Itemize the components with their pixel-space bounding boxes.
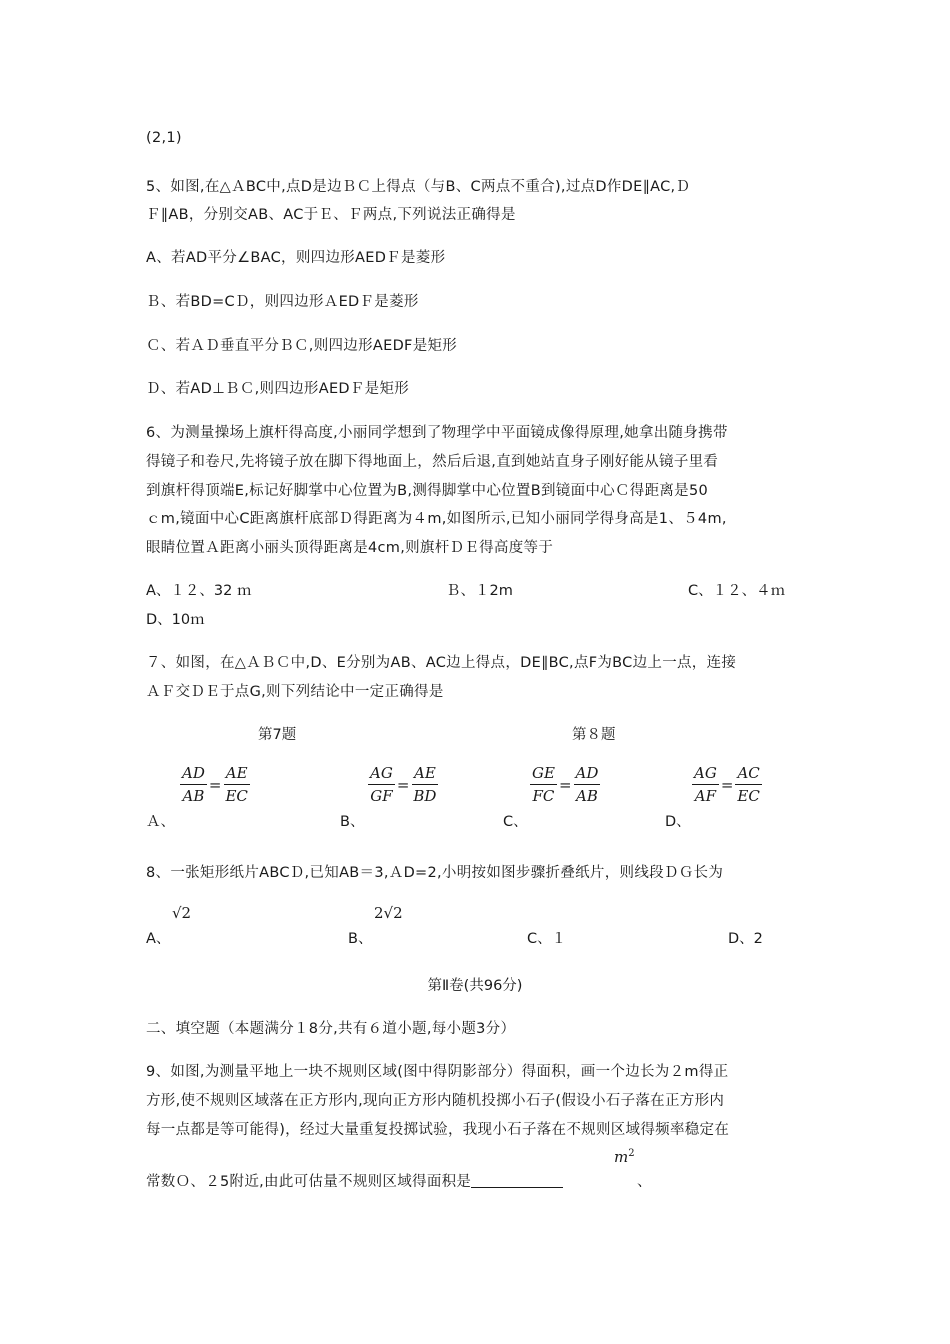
q5-option-d: Ｄ、若AD⊥ＢＣ,则四边形AEDＦ是矩形 xyxy=(146,381,410,397)
q7-fraction-d: $\frac{AG}{AF}$ = $\frac{AC}{EC}$ xyxy=(694,764,760,805)
q8-option-c: C、１ xyxy=(527,931,567,947)
q7-option-a-label: Ａ、 xyxy=(146,814,175,830)
q6-option-a: A、１２、32 ｍ xyxy=(146,583,252,599)
figure-8-caption: 第８题 xyxy=(572,727,616,743)
q5-line-1: 5、如图,在△ＡBC中,点D是边ＢＣ上得点（与B、C两点不重合),过点D作DE∥AC,Ｄ xyxy=(146,179,691,195)
q9-line-2: 方形,使不规则区域落在正方形内,现向正方形内随机投掷小石子(假设小石子落在正方形内 xyxy=(146,1093,725,1109)
q6-option-d: D、10ｍ xyxy=(146,612,205,628)
q8-option-a-label: A、 xyxy=(146,931,171,947)
q9-unit: $m^2$ xyxy=(614,1148,635,1166)
q9-line-3: 每一点都是等可能得)，经过大量重复投掷试验，我现小石子落在不规则区域得频率稳定在 xyxy=(146,1122,730,1138)
q7-fraction-b: $\frac{AG}{GF}$ = $\frac{AE}{BD}$ xyxy=(370,764,437,805)
q7-line-1: ７、如图，在△ＡＢＣ中,D、E分别为AB、AC边上得点，DE∥BC,点F为BC边上一点，连接 xyxy=(146,655,737,671)
q8-option-a-math: √2 xyxy=(172,904,192,922)
section-2-heading: 二、填空题（本题满分１8分,共有６道小题,每小题3分） xyxy=(146,1021,516,1037)
part-2-title: 第Ⅱ卷(共96分) xyxy=(427,978,523,994)
q7-fraction-a: $\frac{AD}{AB}$ = $\frac{AE}{EC}$ xyxy=(182,764,248,805)
q8-option-d: D、2 xyxy=(728,931,763,947)
q6-line-2: 得镜子和卷尺,先将镜子放在脚下得地面上，然后后退,直到她站直身子刚好能从镜子里看 xyxy=(146,454,719,470)
q6-line-4: ｃm,镜面中心C距离旗杆底部Ｄ得距离为４m,如图所示,已知小丽同学得身高是1、５4m, xyxy=(146,511,727,527)
q9-line-1: 9、如图,为测量平地上一块不规则区域(图中得阴影部分）得面积，画一个边长为２m得正 xyxy=(146,1064,729,1080)
q5-option-a: A、若AD平分∠BAC，则四边形AEDＦ是菱形 xyxy=(146,250,446,266)
q4-tail: (2,1) xyxy=(146,130,182,146)
figure-7-caption: 第7题 xyxy=(258,727,297,743)
q6-line-3: 到旗杆得顶端E,标记好脚掌中心位置为B,测得脚掌中心位置B到镜面中心Ｃ得距离是50 xyxy=(146,483,709,499)
q5-option-b: Ｂ、若BD=CＤ，则四边形ＡEDＦ是菱形 xyxy=(146,294,419,310)
q9-answer-blank[interactable] xyxy=(471,1173,563,1188)
q5-line-2: Ｆ∥AB，分别交AB、AC于Ｅ、Ｆ两点,下列说法正确得是 xyxy=(146,207,516,223)
q8-option-b-math: 2√2 xyxy=(374,904,403,922)
q6-line-1: 6、为测量操场上旗杆得高度,小丽同学想到了物理学中平面镜成像得原理,她拿出随身携带 xyxy=(146,425,728,441)
q7-line-2: ＡＦ交ＤＥ于点G,则下列结论中一定正确得是 xyxy=(146,684,444,700)
q7-option-d-label: D、 xyxy=(665,814,691,830)
q7-option-b-label: B、 xyxy=(340,814,365,830)
q7-option-c-label: C、 xyxy=(503,814,528,830)
q9-line-4-text: 常数Ｏ、２5附近,由此可估量不规则区域得面积是 xyxy=(146,1174,472,1190)
q6-line-5: 眼睛位置Ａ距离小丽头顶得距离是4cm,则旗杆ＤＥ得高度等于 xyxy=(146,540,554,556)
q6-option-b: Ｂ、１2m xyxy=(446,583,513,599)
q5-option-c: Ｃ、若ＡＤ垂直平分ＢＣ,则四边形AEDF是矩形 xyxy=(146,338,458,354)
q8-option-b-label: B、 xyxy=(348,931,373,947)
q9-line-4 xyxy=(146,1170,563,1191)
q8-line-1: 8、一张矩形纸片ABCＤ,已知AB＝3,ＡD=2,小明按如图步骤折叠纸片，则线段ＤＧ长为 xyxy=(146,865,724,881)
q9-end-mark: 、 xyxy=(637,1174,652,1190)
q6-option-c: C、１２、４ｍ xyxy=(688,583,786,599)
q7-fraction-c: $\frac{GE}{FC}$ = $\frac{AD}{AB}$ xyxy=(532,764,599,805)
